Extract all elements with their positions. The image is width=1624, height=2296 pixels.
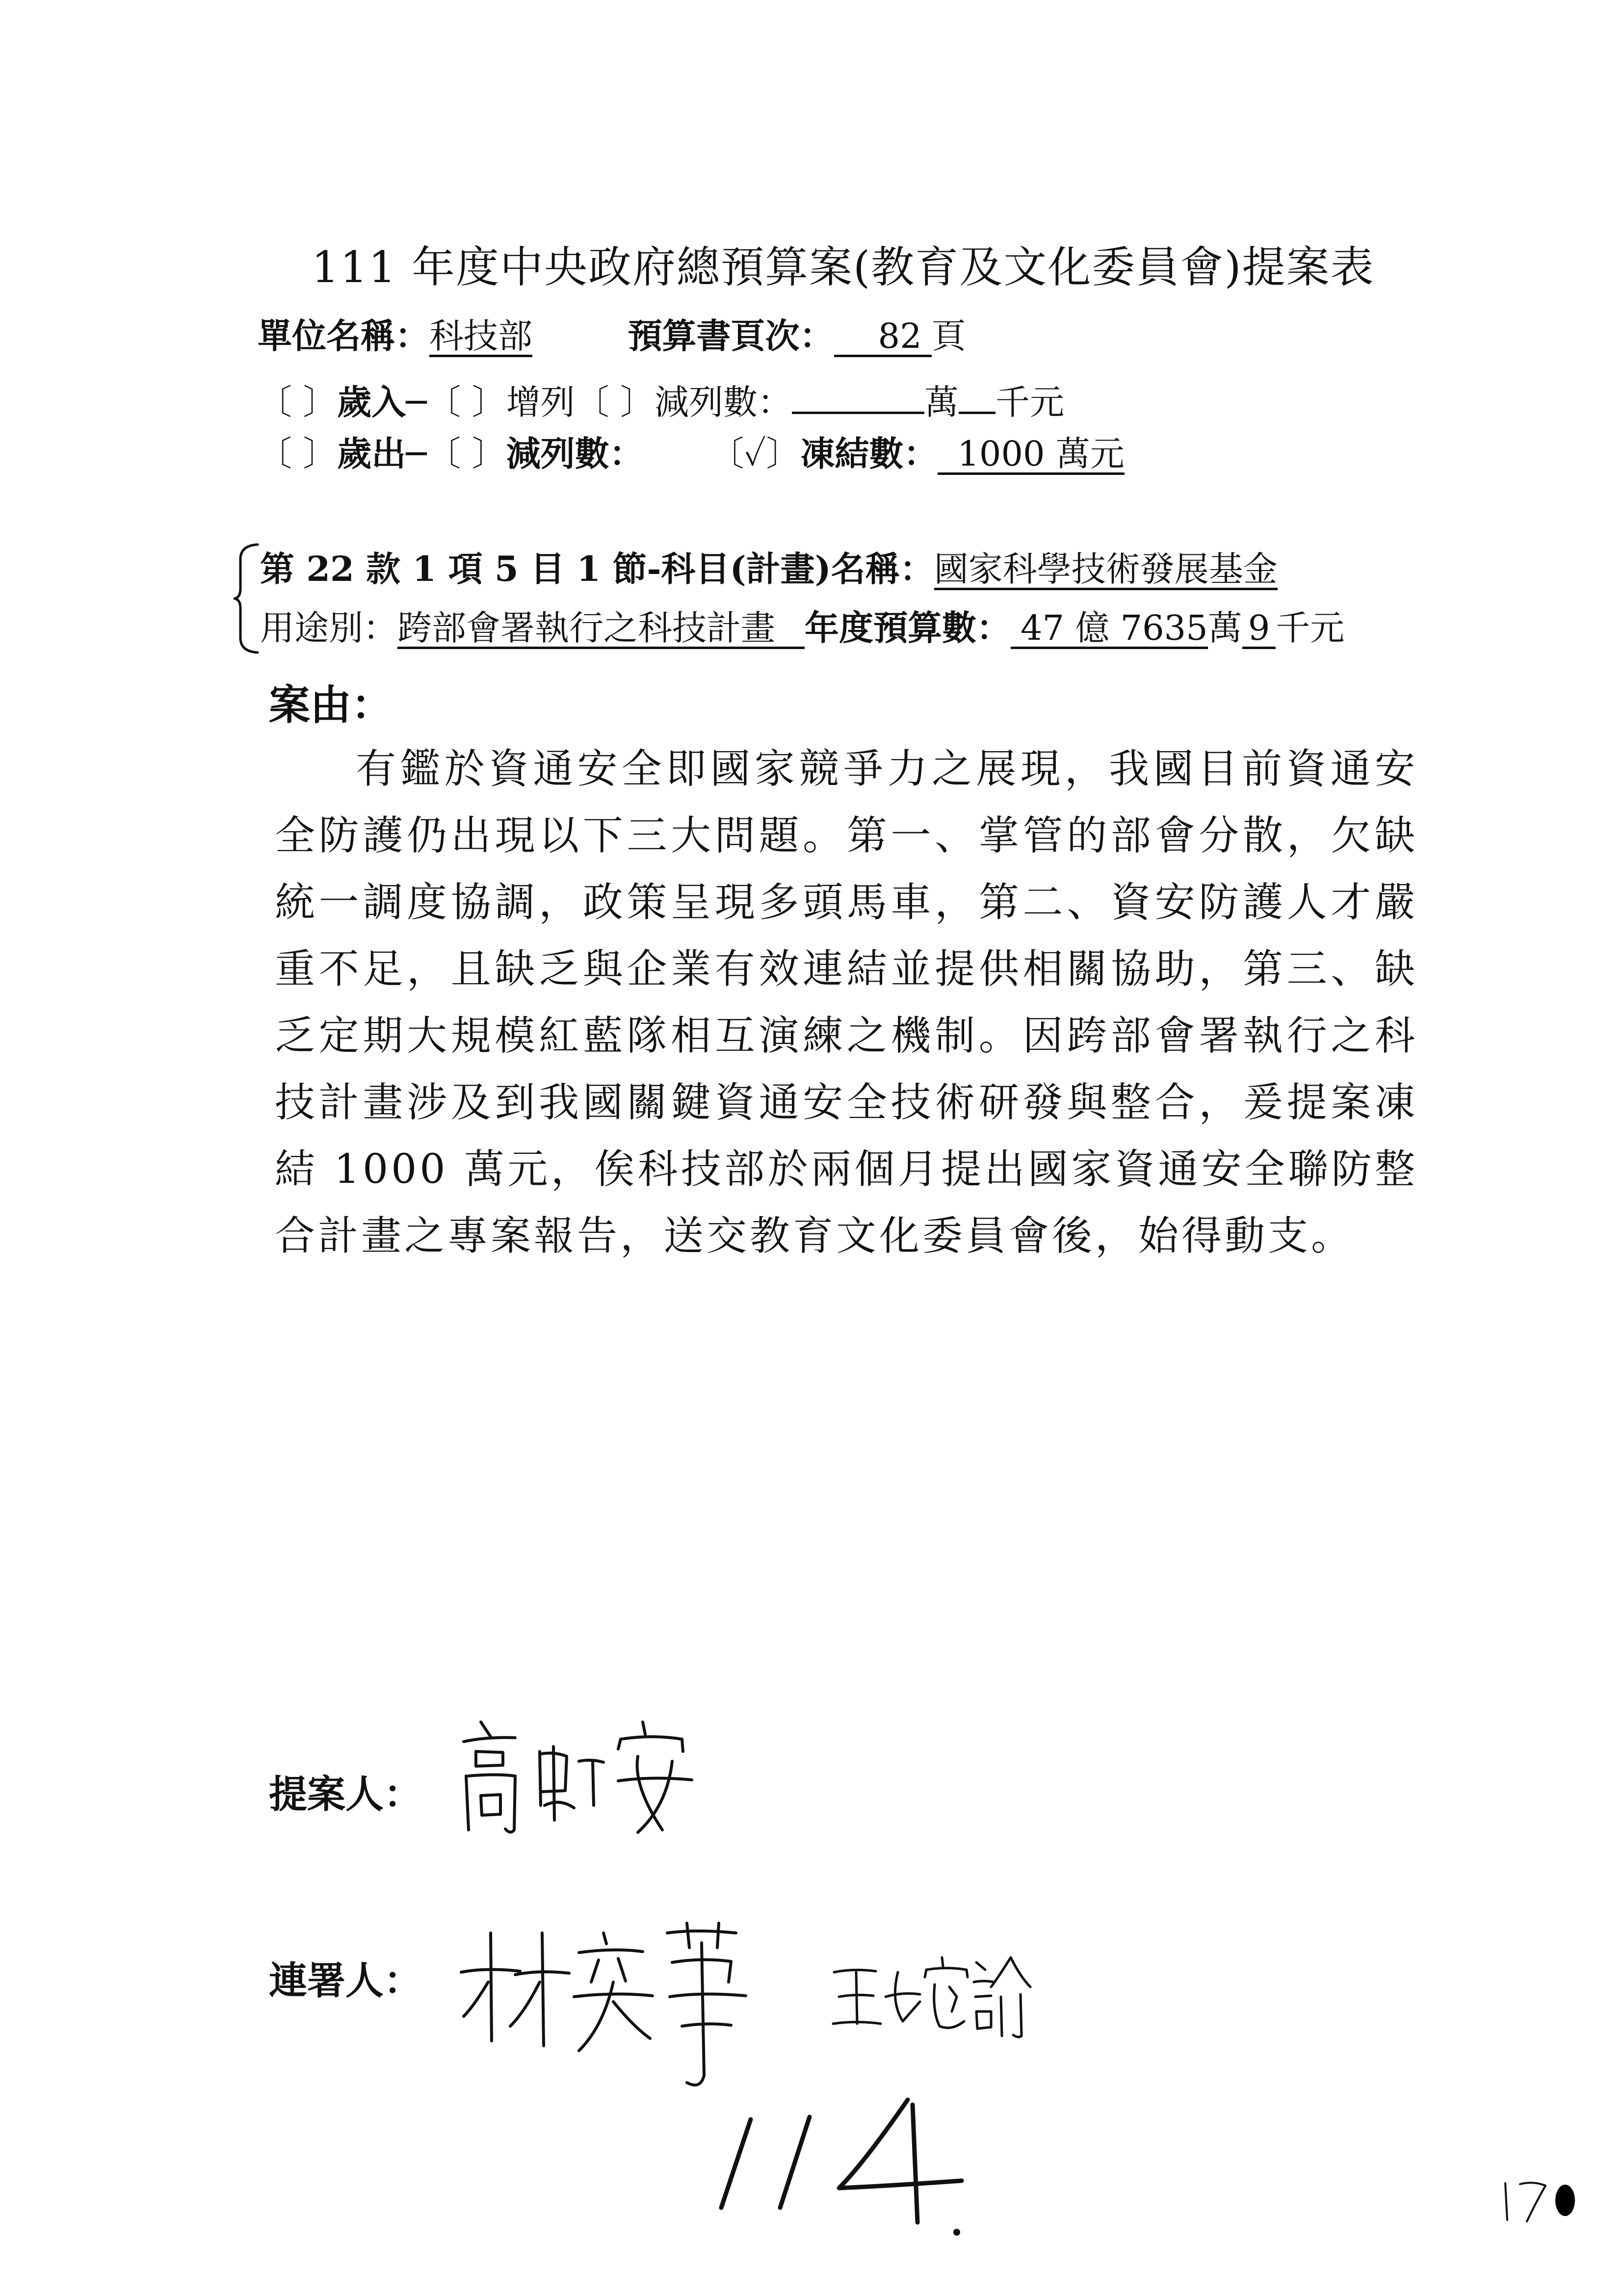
left-brace [231, 540, 260, 657]
annual-budget-qian: 9 [1242, 610, 1276, 649]
revenue-checkbox[interactable]: 〔 〕 [258, 382, 338, 422]
revenue-wan: 萬 [924, 382, 959, 422]
reason-text: 有鑑於資通安全即國家競爭力之展現，我國目前資通安全防護仍出現以下三大問題。第一、掌管的部會分散，欠缺統一調度協調，政策呈現多頭馬車，第二、資安防護人才嚴重不足，且缺乏與企業有效連結並提供相關協助，第三、缺乏定期大規模紅藍隊相互演練之機制。因跨部會署執行之科技計畫涉及到我國關鍵資通安全技術研發與整合，爰提案凍結 1000 萬元，俟科技部於兩個月提出國家資通安全聯防整合計畫之專案報告，送交教育文化委員會後，始得動支。 [275, 746, 1418, 1259]
expenditure-decrease-label: 減列數： [506, 433, 644, 474]
proposer-label: 提案人： [269, 1772, 422, 1817]
revenue-row [258, 380, 1064, 424]
cosigner-label: 連署人： [269, 1958, 422, 2003]
annual-budget-qianyuan: 千元 [1276, 608, 1345, 648]
subject-prefix: 第 22 款 1 項 5 目 1 節-科目(計畫)名稱： [260, 548, 934, 589]
revenue-qianyuan: 千元 [995, 382, 1064, 422]
annual-budget-wan: 萬 [1207, 608, 1242, 648]
reason-heading: 案由： [269, 680, 393, 729]
revenue-label: 歲入─ [337, 382, 427, 422]
annual-budget-value: 47 億 7635 [1011, 610, 1208, 649]
revenue-decrease-checkbox[interactable]: 〔 〕 [575, 382, 655, 422]
handwritten-number [707, 2090, 981, 2237]
revenue-increase-checkbox[interactable]: 〔 〕 [426, 382, 506, 422]
revenue-increase-label: 增列 [506, 382, 575, 422]
subject-name: 國家科學技術發展基金 [934, 549, 1278, 589]
unit-label: 單位名稱： [258, 315, 429, 356]
annual-budget-label: 年度預算數： [805, 607, 1011, 648]
expenditure-label: 歲出─ [337, 433, 427, 474]
revenue-decrease-blank[interactable] [792, 412, 924, 414]
budget-page-label: 預算書頁次： [628, 315, 834, 356]
usage-value: 跨部會署執行之科技計畫 [397, 610, 805, 649]
usage-row [260, 606, 1344, 650]
proposer-signature [456, 1707, 731, 1845]
subject-row [260, 547, 1278, 591]
expenditure-checkbox[interactable]: 〔 〕 [258, 434, 338, 474]
page-number [1496, 2173, 1580, 2227]
freeze-label: 凍結數： [800, 433, 938, 474]
usage-label: 用途別： [260, 608, 397, 648]
cosigner-signature-1 [456, 1913, 760, 2119]
expenditure-decrease-checkbox[interactable]: 〔 〕 [426, 434, 506, 474]
page-title: 111 年度中央政府總預算案(教育及文化委員會)提案表 [312, 242, 1375, 292]
cosigner-signature-2 [829, 1943, 1035, 2041]
unit-value: 科技部 [429, 316, 532, 356]
budget-page-value: 82 [834, 318, 932, 357]
unit-row [258, 314, 966, 358]
revenue-decrease-label: 減列數： [654, 382, 792, 422]
revenue-qian-blank[interactable] [959, 412, 995, 414]
expenditure-row [258, 432, 1125, 476]
freeze-checkbox[interactable]: 〔✓〕 [709, 434, 801, 474]
budget-page-unit: 頁 [931, 316, 966, 356]
freeze-value: 1000 萬元 [938, 436, 1124, 475]
